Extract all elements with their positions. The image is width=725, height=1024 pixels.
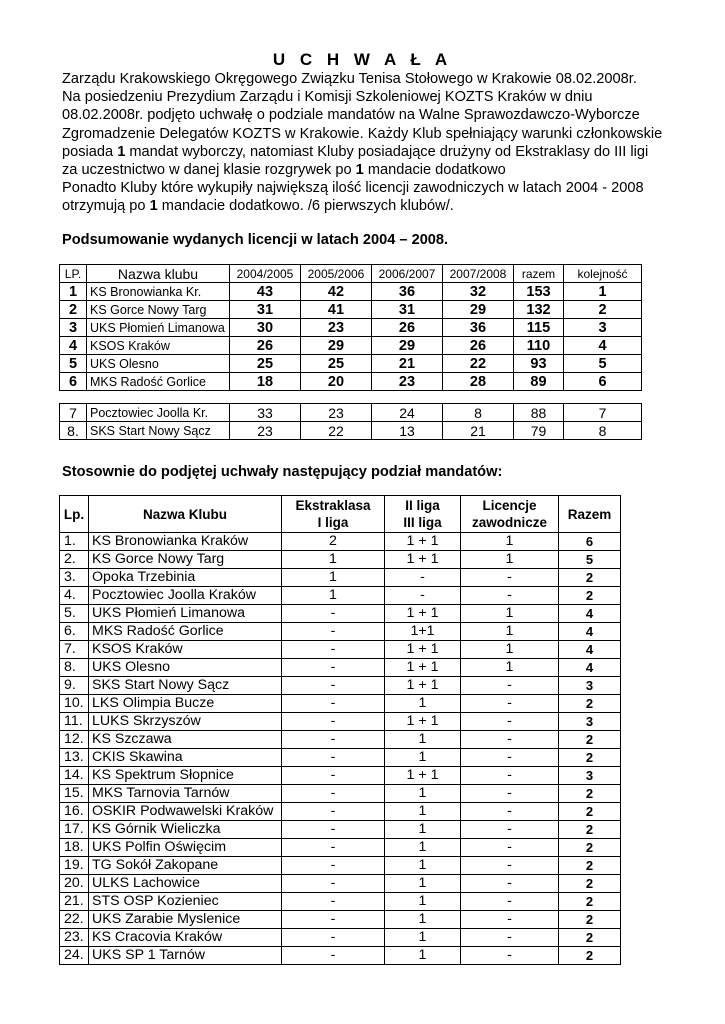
table-cell: 2 [559,929,621,947]
table-cell: - [385,587,461,605]
club-name-cell: SKS Start Nowy Sącz [87,422,230,440]
table-cell: 88 [514,404,564,422]
intro-line: Zarządu Krakowskiego Okręgowego Związku Tenisa Stołowego w Krakowie 08.02.2008r. [62,71,637,87]
club-name-cell: UKS Płomień Limanowa [89,605,282,623]
table-cell: 6 [60,373,87,391]
table-cell: 7. [60,641,89,659]
intro-line: za uczestnictwo w danej klasie rozgrywek po 1 mandacie dodatkowo [62,162,506,179]
table-cell: 1 [461,623,559,641]
table-cell: 18 [230,373,301,391]
table-cell: - [282,785,385,803]
table-cell: 115 [514,319,564,337]
club-name-cell: UKS Polfin Oświęcim [89,839,282,857]
club-name-cell: ULKS Lachowice [89,875,282,893]
table-cell: - [282,605,385,623]
table-cell: 25 [230,355,301,373]
table-cell: 8. [60,422,87,440]
table-cell: - [282,875,385,893]
table-cell: 26 [443,337,514,355]
table-row [60,623,621,641]
table-cell: 2. [60,551,89,569]
table-cell: 15. [60,785,89,803]
club-name-cell: LUKS Skrzyszów [89,713,282,731]
table-row [60,839,621,857]
table-row [60,404,642,422]
licences-header-cell: Nazwa klubu [87,265,230,283]
table-cell: 22 [301,422,372,440]
licences-header-cell: razem [514,265,564,283]
table-row [60,695,621,713]
club-name-cell: TG Sokół Zakopane [89,857,282,875]
table-cell: 22. [60,911,89,929]
table-row [60,677,621,695]
table-cell: 30 [230,319,301,337]
table-cell: 1 + 1 [385,605,461,623]
licences-header-cell: 2005/2006 [301,265,372,283]
table-row [60,569,621,587]
table-cell: 36 [372,283,443,301]
club-name-cell: Pocztowiec Joolla Kr. [87,404,230,422]
intro-line: Ponadto Kluby które wykupiły największą ilość licencji zawodniczych w latach 2004 - 2008 [62,180,644,197]
table-cell: 13 [372,422,443,440]
table-cell: - [282,713,385,731]
table-cell: 23 [230,422,301,440]
table-cell: - [461,785,559,803]
table-cell: 16. [60,803,89,821]
club-name-cell: SKS Start Nowy Sącz [89,677,282,695]
table-cell: 4. [60,587,89,605]
table-cell: 29 [301,337,372,355]
table-cell: 132 [514,301,564,319]
table-cell: - [282,731,385,749]
licences-header-row [60,265,642,283]
table-cell: 36 [443,319,514,337]
table-cell: - [282,839,385,857]
table-cell: 1 [461,605,559,623]
table-cell: 26 [230,337,301,355]
table-cell: 93 [514,355,564,373]
table-cell: - [461,749,559,767]
table-cell: 23 [301,404,372,422]
intro-paragraph [62,70,702,216]
table-row [60,659,621,677]
club-name-cell: UKS Zarabie Myslenice [89,911,282,929]
table-cell: 4 [559,641,621,659]
table-cell: 3 [559,677,621,695]
table-cell: - [282,641,385,659]
mandates-header-cell: Ekstraklasa I liga [282,496,385,533]
table-cell: 4 [564,337,642,355]
table-cell: - [282,749,385,767]
table-row [60,785,621,803]
table-cell: 1 + 1 [385,551,461,569]
table-row [60,422,642,440]
table-row [60,947,621,965]
table-cell: 3 [559,767,621,785]
table-cell: 2 [559,911,621,929]
spacer-cell [60,391,642,404]
table-cell: 10. [60,695,89,713]
table-row [60,911,621,929]
table-cell: 1 + 1 [385,533,461,551]
table-row [60,355,642,373]
table-cell: 43 [230,283,301,301]
table-row [60,803,621,821]
table-cell: 5 [60,355,87,373]
table-cell: - [461,731,559,749]
table-row [60,533,621,551]
mandates-table [59,495,621,965]
club-name-cell: UKS Olesno [89,659,282,677]
table-cell: 29 [372,337,443,355]
mandates-header-cell: Lp. [60,496,89,533]
table-cell: 23 [301,319,372,337]
table-cell: 7 [60,404,87,422]
table-cell: 19. [60,857,89,875]
intro-line: 08.02.2008r. podjęto uchwałę o podziale mandatów na Walne Sprawozdawczo-Wyborcze [62,107,640,124]
table-cell: - [461,821,559,839]
table-cell: 22 [443,355,514,373]
table-cell: 3. [60,569,89,587]
intro-line: Na posiedzeniu Prezydium Zarządu i Komisji Szkoleniowej KOZTS Kraków w dniu [62,89,593,106]
table-cell: 4 [60,337,87,355]
table-row [60,929,621,947]
mandates-header-cell: Licencje zawodnicze [461,496,559,533]
table-cell: 1 [282,569,385,587]
club-name-cell: KSOS Kraków [89,641,282,659]
table-cell: 12. [60,731,89,749]
table-cell: - [461,875,559,893]
table-cell: 79 [514,422,564,440]
table-cell: 23. [60,929,89,947]
table-cell: 1 + 1 [385,767,461,785]
table-cell: 41 [301,301,372,319]
table-cell: 2 [559,785,621,803]
table-cell: 24 [372,404,443,422]
table-row [60,337,642,355]
table-cell: 110 [514,337,564,355]
table-row [60,373,642,391]
table-cell: - [282,857,385,875]
table-cell: - [461,911,559,929]
table-cell: - [461,695,559,713]
licences-header-cell: kolejność [564,265,642,283]
mandates-header-cell: II liga III liga [385,496,461,533]
table-cell: 1 + 1 [385,713,461,731]
table-cell: 6. [60,623,89,641]
table-cell: 1 [461,659,559,677]
table-cell: 21. [60,893,89,911]
table-cell: - [282,911,385,929]
table-row [60,731,621,749]
table-cell: 4 [559,623,621,641]
table-cell: 1 + 1 [385,641,461,659]
table-cell: - [461,947,559,965]
club-name-cell: MKS Radość Gorlice [89,623,282,641]
table-cell: 1 [461,551,559,569]
table-cell: 5 [564,355,642,373]
table-cell: - [461,677,559,695]
table-cell: 3 [559,713,621,731]
licences-table [59,264,642,440]
club-name-cell: UKS Olesno [87,355,230,373]
table-cell: 1 [385,785,461,803]
table-cell: - [282,821,385,839]
licences-heading: Podsumowanie wydanych licencji w latach 2004 – 2008. [62,232,449,248]
table-cell: 2 [60,301,87,319]
table-cell: 6 [559,533,621,551]
table-cell: 1 [461,533,559,551]
club-name-cell: OSKIR Podwawelski Kraków [89,803,282,821]
table-cell: 1 [385,911,461,929]
table-row [60,641,621,659]
table-cell: - [461,839,559,857]
table-row [60,749,621,767]
table-row [60,319,642,337]
table-cell: 1 [385,857,461,875]
table-cell: 2 [559,569,621,587]
club-name-cell: UKS Płomień Limanowa [87,319,230,337]
table-cell: - [461,893,559,911]
club-name-cell: UKS SP 1 Tarnów [89,947,282,965]
table-cell: - [461,803,559,821]
club-name-cell: KS Cracovia Kraków [89,929,282,947]
table-cell: 8 [564,422,642,440]
table-cell: 8. [60,659,89,677]
table-cell: 1 [385,875,461,893]
table-row [60,857,621,875]
table-cell: - [461,713,559,731]
table-cell: 2 [282,533,385,551]
table-row [60,283,642,301]
table-cell: - [282,947,385,965]
table-cell: 1+1 [385,623,461,641]
table-row [60,605,621,623]
table-cell: 2 [559,749,621,767]
table-cell: - [282,767,385,785]
table-cell: 26 [372,319,443,337]
table-cell: - [461,857,559,875]
table-cell: 17. [60,821,89,839]
club-name-cell: KS Szczawa [89,731,282,749]
club-name-cell: KS Gorce Nowy Targ [87,301,230,319]
table-cell: 2 [559,893,621,911]
table-cell: 2 [559,839,621,857]
mandates-header-cell: Razem [559,496,621,533]
table-cell: 1 + 1 [385,659,461,677]
table-cell: 8 [443,404,514,422]
table-cell: 1 [385,929,461,947]
table-row [60,551,621,569]
table-row [60,875,621,893]
table-cell: 4 [559,659,621,677]
club-name-cell: LKS Olimpia Bucze [89,695,282,713]
table-cell: 1 + 1 [385,677,461,695]
table-cell: 3 [60,319,87,337]
table-cell: 31 [230,301,301,319]
table-cell: 2 [559,821,621,839]
table-cell: 5 [559,551,621,569]
club-name-cell: Pocztowiec Joolla Kraków [89,587,282,605]
table-cell: 7 [564,404,642,422]
table-cell: - [461,767,559,785]
intro-line: posiada 1 mandat wyborczy, natomiast Kluby posiadające drużyny od Ekstraklasy do III ligi [62,143,649,160]
table-cell: 23 [372,373,443,391]
club-name-cell: MKS Radość Gorlice [87,373,230,391]
table-cell: - [282,623,385,641]
table-cell: 89 [514,373,564,391]
table-cell: 1 [385,803,461,821]
table-cell: 14. [60,767,89,785]
table-cell: 3 [564,319,642,337]
intro-line: otrzymują po 1 mandacie dodatkowo. /6 pierwszych klubów/. [62,198,454,215]
table-cell: - [282,929,385,947]
table-cell: 18. [60,839,89,857]
table-row [60,301,642,319]
table-cell: - [282,893,385,911]
table-cell: 5. [60,605,89,623]
club-name-cell: STS OSP Kozieniec [89,893,282,911]
club-name-cell: KS Gorce Nowy Targ [89,551,282,569]
licences-header-cell: 2007/2008 [443,265,514,283]
table-cell: - [461,587,559,605]
table-cell: 13. [60,749,89,767]
mandates-heading: Stosownie do podjętej uchwały następujący podział mandatów: [62,464,503,480]
table-cell: 24. [60,947,89,965]
table-cell: 29 [443,301,514,319]
table-row [60,821,621,839]
table-cell: 2 [559,731,621,749]
table-cell: 1 [385,947,461,965]
table-cell: 1 [282,587,385,605]
mandates-header-cell: Nazwa Klubu [89,496,282,533]
club-name-cell: Opoka Trzebinia [89,569,282,587]
club-name-cell: MKS Tarnovia Tarnów [89,785,282,803]
table-cell: 42 [301,283,372,301]
table-row [60,893,621,911]
table-cell: 1 [282,551,385,569]
club-name-cell: KS Górnik Wieliczka [89,821,282,839]
licences-header-cell: 2004/2005 [230,265,301,283]
table-cell: 1 [385,731,461,749]
table-row [60,767,621,785]
table-cell: 2 [559,695,621,713]
table-row [60,587,621,605]
club-name-cell: KS Bronowianka Kr. [87,283,230,301]
table-cell: 1. [60,533,89,551]
table-cell: 6 [564,373,642,391]
table-cell: 1 [385,749,461,767]
table-cell: 2 [559,857,621,875]
table-cell: 31 [372,301,443,319]
table-cell: 1 [385,695,461,713]
document-title: U C H W A Ł A [272,50,453,69]
table-cell: 2 [559,587,621,605]
table-cell: - [461,929,559,947]
club-name-cell: KSOS Kraków [87,337,230,355]
table-cell: 9. [60,677,89,695]
table-cell: 1 [385,893,461,911]
club-name-cell: KS Bronowianka Kraków [89,533,282,551]
club-name-cell: KS Spektrum Słopnice [89,767,282,785]
table-cell: - [385,569,461,587]
table-cell: 1 [385,821,461,839]
table-cell: - [282,659,385,677]
table-cell: 2 [559,875,621,893]
table-cell: 1 [461,641,559,659]
table-cell: 2 [559,947,621,965]
table-cell: 11. [60,713,89,731]
table-cell: 28 [443,373,514,391]
table-cell: 20 [301,373,372,391]
table-cell: - [282,803,385,821]
table-cell: 21 [372,355,443,373]
licences-header-cell: 2006/2007 [372,265,443,283]
table-cell: 25 [301,355,372,373]
table-row [60,713,621,731]
table-cell: 32 [443,283,514,301]
mandates-header-row [60,496,621,533]
table-cell: 1 [385,839,461,857]
table-cell: 1 [564,283,642,301]
table-cell: 153 [514,283,564,301]
table-cell: - [461,569,559,587]
table-cell: 2 [564,301,642,319]
table-spacer-row [60,391,642,404]
table-cell: - [282,677,385,695]
table-cell: - [282,695,385,713]
table-cell: 20. [60,875,89,893]
table-cell: 21 [443,422,514,440]
licences-header-cell: LP. [60,265,87,283]
table-cell: 33 [230,404,301,422]
table-cell: 4 [559,605,621,623]
table-cell: 1 [60,283,87,301]
table-cell: 2 [559,803,621,821]
intro-line: Zgromadzenie Delegatów KOZTS w Krakowie. Każdy Klub spełniający warunki członkowskie [62,125,663,142]
club-name-cell: CKIS Skawina [89,749,282,767]
